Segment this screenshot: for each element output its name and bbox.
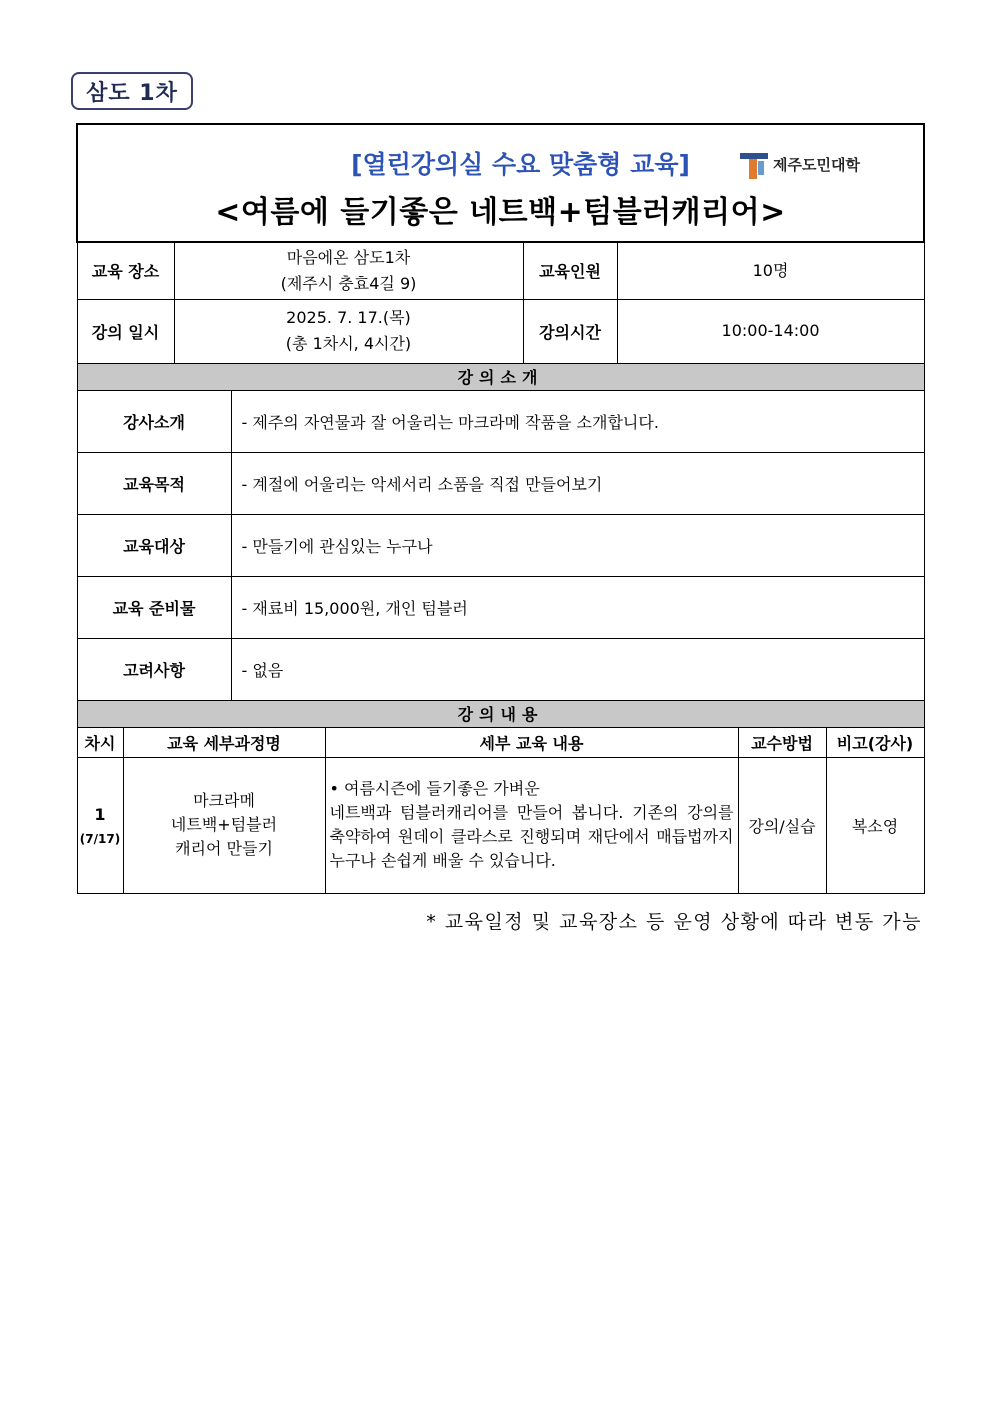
intro-row-value: - 없음 (231, 638, 924, 700)
session-number: 1 (94, 804, 106, 824)
place-name: 마음에온 삼도1차 (286, 247, 411, 267)
header-note: 비고(강사) (826, 727, 924, 757)
time-value: 10:00-14:00 (617, 299, 924, 363)
method-cell: 강의/실습 (738, 757, 826, 893)
header-session: 차시 (77, 727, 123, 757)
header-method: 교수방법 (738, 727, 826, 757)
title-block (77, 124, 924, 242)
intro-row-label: 교육 준비물 (77, 576, 231, 638)
people-label: 교육인원 (523, 242, 617, 299)
date-label: 강의 일시 (77, 299, 174, 363)
date-value (174, 299, 523, 363)
course-name-line: 마크라메 (193, 791, 255, 810)
logo-text: 제주도민대학 (773, 155, 860, 174)
intro-row-label: 교육목적 (77, 452, 231, 514)
header-course: 교육 세부과정명 (123, 727, 325, 757)
time-label: 강의시간 (523, 299, 617, 363)
intro-row-label: 교육대상 (77, 514, 231, 576)
intro-row-value: - 제주의 자연물과 잘 어울리는 마크라메 작품을 소개합니다. (231, 390, 924, 452)
detail-cell (325, 757, 738, 893)
place-label: 교육 장소 (77, 242, 174, 299)
course-name-line: 네트백+텀블러 (170, 815, 278, 834)
course-name-line: 캐리어 만들기 (175, 839, 273, 858)
people-value: 10명 (617, 242, 924, 299)
intro-row-label: 고려사항 (77, 638, 231, 700)
course-name-cell (123, 757, 325, 893)
intro-row-label: 강사소개 (77, 390, 231, 452)
intro-row-value: - 만들기에 관심있는 누구나 (231, 514, 924, 576)
content-section-title: 강의내용 (77, 700, 924, 727)
header-detail: 세부 교육 내용 (325, 727, 738, 757)
place-value (174, 242, 523, 299)
course-info-table (76, 123, 925, 894)
intro-section-title: 강의소개 (77, 363, 924, 390)
place-address: (제주시 충효4길 9) (280, 273, 417, 293)
footnote: * 교육일정 및 교육장소 등 운영 상황에 따라 변동 가능 (426, 911, 922, 933)
university-logo (740, 149, 860, 179)
detail-bullet: • 여름시즌에 들기좋은 가벼운 (329, 779, 540, 798)
session-cell (77, 757, 123, 893)
date-line: 2025. 7. 17.(목) (286, 308, 411, 327)
date-summary: (총 1차시, 4시간) (285, 334, 412, 353)
intro-row-value: - 계절에 어울리는 악세서리 소품을 직접 만들어보기 (231, 452, 924, 514)
detail-text: 네트백과 텀블러캐리어를 만들어 봅니다. 기존의 강의를 축약하여 원데이 클라스로 진행되며 재단에서 매듭법까지 누구나 손쉽게 배울 수 있습니다. (329, 803, 734, 870)
session-tag: 삼도 1차 (71, 72, 193, 110)
intro-row-value: - 재료비 15,000원, 개인 텀블러 (231, 576, 924, 638)
instructor-cell: 복소영 (826, 757, 924, 893)
course-subtitle: [열린강의실 수요 맞춤형 교육] (351, 150, 690, 179)
course-title: <여름에 들기좋은 네트백+텀블러캐리어> (215, 195, 786, 230)
logo-mark-icon (740, 149, 768, 179)
session-date: (7/17) (79, 831, 121, 846)
